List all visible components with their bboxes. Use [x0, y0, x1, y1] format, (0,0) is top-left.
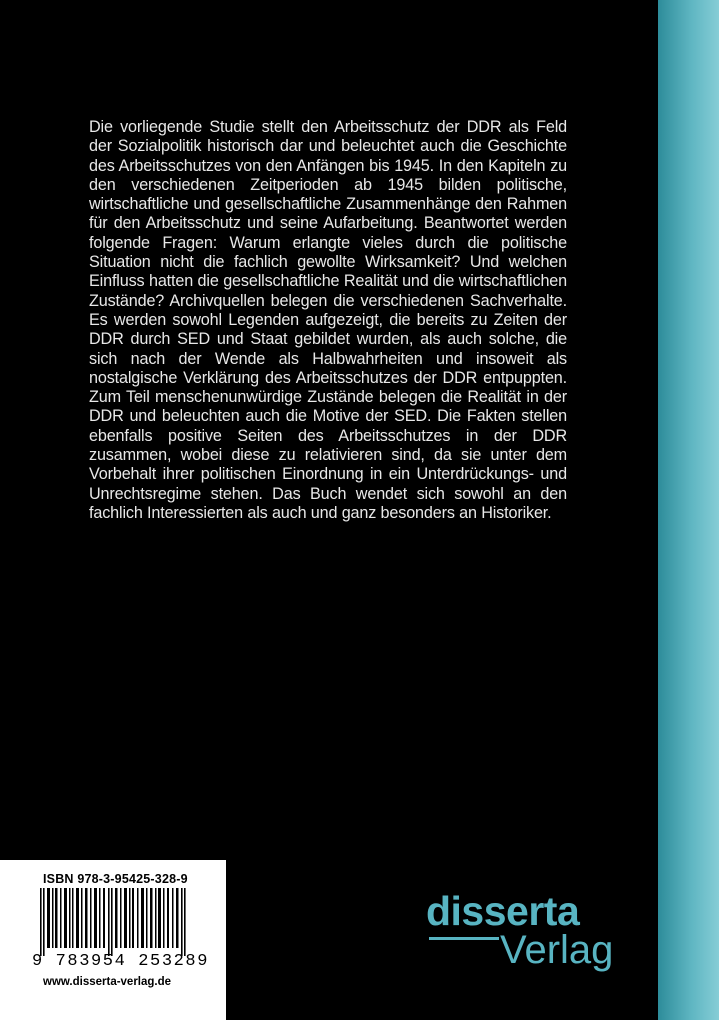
publisher-logo-name: disserta	[426, 888, 580, 934]
spine-stripe	[658, 0, 719, 1020]
back-cover-blurb: Die vorliegende Studie stellt den Arbeitsschutz der DDR als Feld der Sozialpolitik historisch dar und beleuchtet auch die Geschichte des Arbeitsschutzes von den Anfängen bis 1945. In den Kapiteln zu den verschiedenen Zeitperioden ab 1945 bilden politische, wirtschaftliche und gesellschaftliche Zusammenhänge den Rahmen für den Arbeitsschutz und seine Aufarbeitung. Beantwortet werden folgende Fragen: Warum erlangte vieles durch die politische Situation nicht die fachlich gewollte Wirksamkeit? Und welchen Einfluss hatten die gesellschaftliche Realität und die wirtschaftlichen Zustände? Archivquellen belegen die verschiedenen Sachverhalte. Es werden sowohl Legenden aufgezeigt, die bereits zu Zeiten der DDR durch SED und Staat gebildet wurden, als auch solche, die sich nach der Wende als Halbwahrheiten und insoweit als nostalgische Verklärung des Arbeitsschutzes der DDR entpuppten. Zum Teil menschenunwürdige Zustände belegen die Realität in der DDR und beleuchten auch die Motive der SED. Die Fakten stellen ebenfalls positive Seiten des Arbeitsschutzes in der DDR zusammen, wobei diese zu relativieren sind, da sie unter dem Vorbehalt ihrer politischen Einordnung in ein Unterdrückungs- und Unrechtsregime stehen. Das Buch wendet sich sowohl an den fachlich Interessierten als auch und ganz besonders an Historiker.	[89, 118, 567, 522]
barcode-icon	[40, 888, 188, 956]
publisher-logo-verlag: Verlag	[500, 928, 614, 972]
barcode-digits: 9 783954 253289	[32, 952, 210, 971]
publisher-logo-rule	[429, 937, 499, 940]
isbn-label: ISBN 978-3-95425-328-9	[43, 872, 188, 886]
publisher-url: www.disserta-verlag.de	[43, 976, 172, 988]
